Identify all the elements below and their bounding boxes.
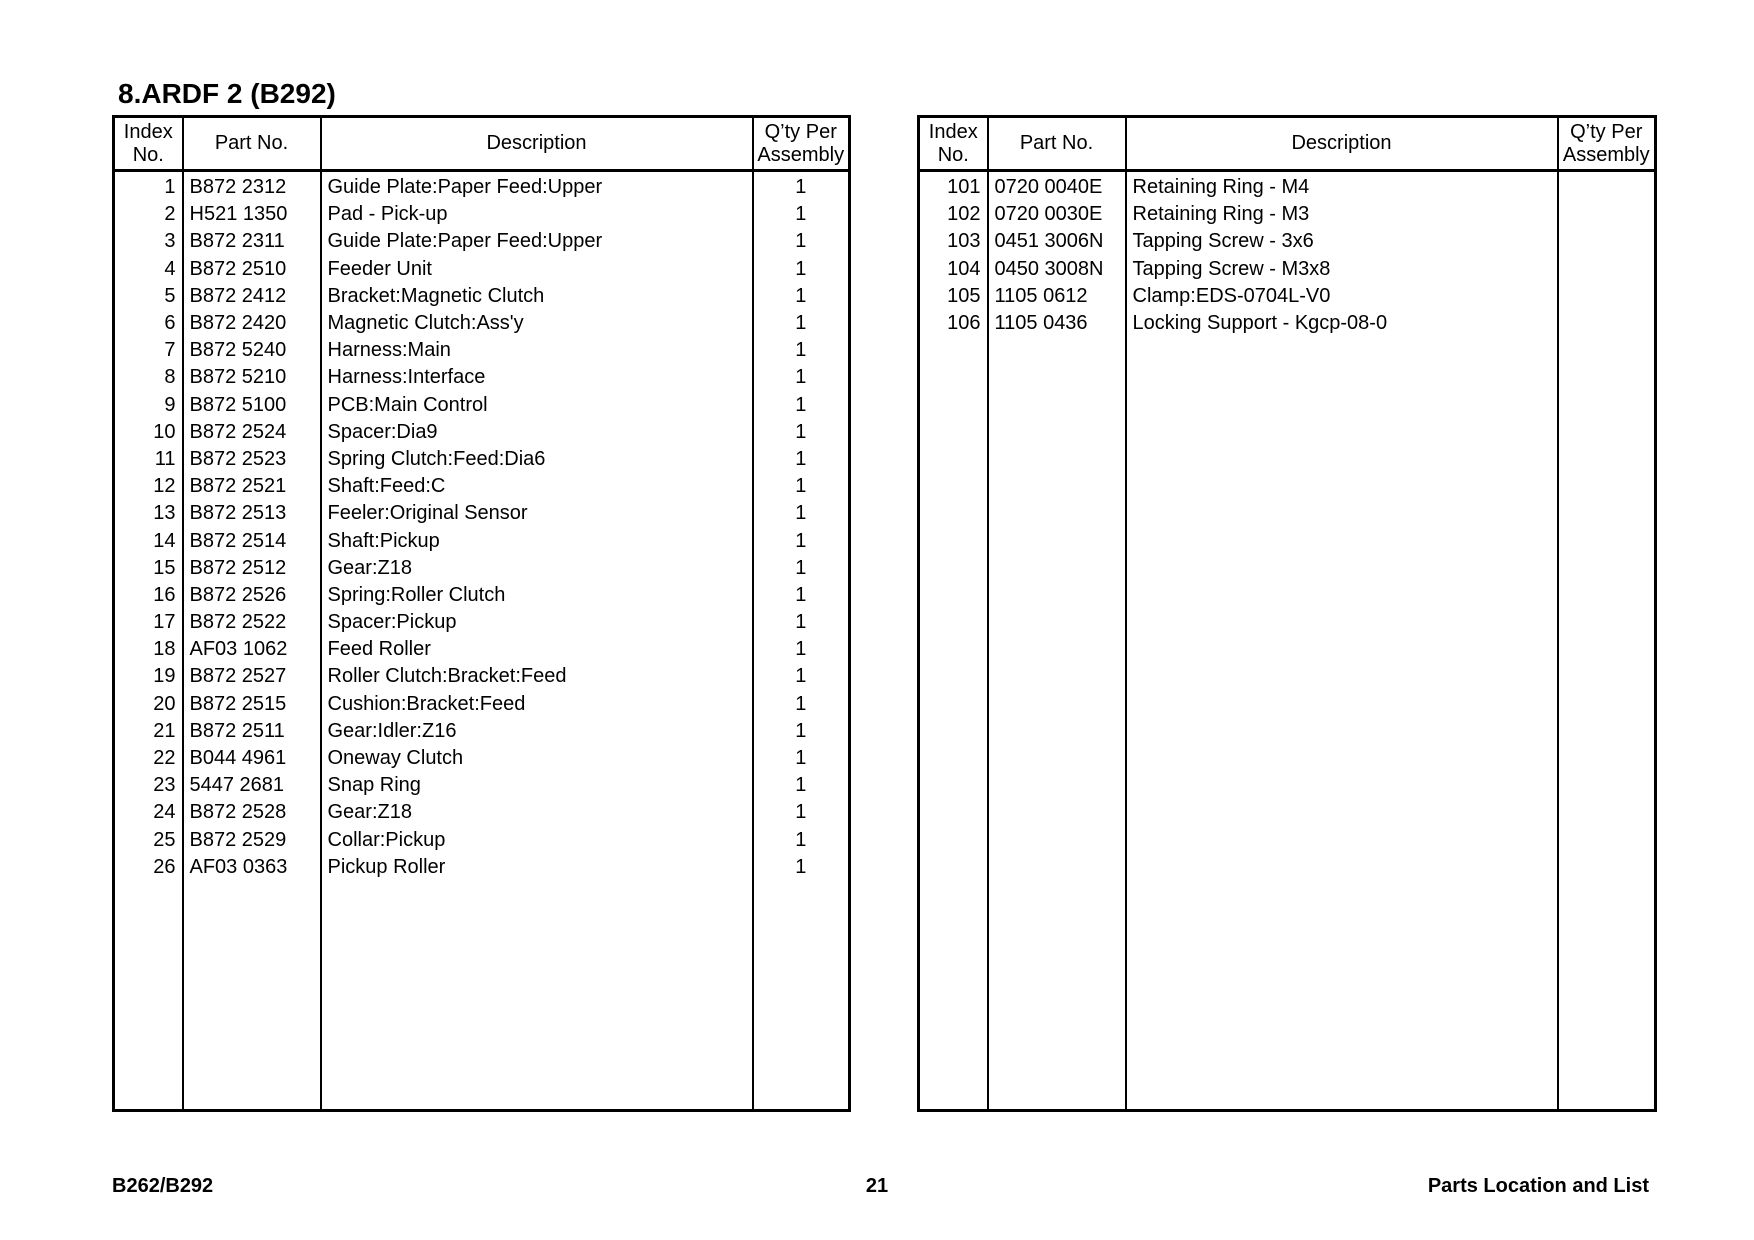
index-cell: 17 [114, 609, 183, 636]
index-header [919, 117, 988, 171]
part-no-cell [988, 555, 1126, 582]
index-cell [919, 392, 988, 419]
description-cell [1126, 500, 1558, 527]
part-no-cell [988, 718, 1126, 745]
part-no-cell: B872 2527 [183, 663, 321, 690]
part-no-cell: B872 2311 [183, 228, 321, 255]
part-no-cell: 5447 2681 [183, 772, 321, 799]
table-row [919, 609, 1656, 636]
index-cell [919, 609, 988, 636]
index-header-line2: No. [132, 143, 164, 166]
part-no-cell: B872 2524 [183, 419, 321, 446]
qty-cell [1558, 228, 1656, 255]
description-cell [1126, 827, 1558, 854]
part-no-cell: 1105 0436 [988, 310, 1126, 337]
qty-cell: 1 [753, 636, 850, 663]
index-cell [919, 555, 988, 582]
description-cell: Locking Support - Kgcp-08-0 [1126, 310, 1558, 337]
description-cell: Clamp:EDS-0704L-V0 [1126, 283, 1558, 310]
empty-cell [753, 881, 850, 1111]
description-cell: Magnetic Clutch:Ass'y [321, 310, 753, 337]
table-row [114, 337, 850, 364]
part-no-cell: B872 2526 [183, 582, 321, 609]
qty-cell [1558, 636, 1656, 663]
part-no-cell [988, 772, 1126, 799]
qty-cell [1558, 201, 1656, 228]
part-no-header: Part No. [988, 117, 1126, 171]
table-row [114, 636, 850, 663]
index-cell: 101 [919, 171, 988, 202]
description-cell: Oneway Clutch [321, 745, 753, 772]
qty-cell: 1 [753, 364, 850, 391]
table-row [114, 555, 850, 582]
table-row [114, 582, 850, 609]
index-cell [919, 527, 988, 554]
parts-table-right [917, 115, 1657, 1112]
table-row [919, 171, 1656, 202]
page-title: 8.ARDF 2 (B292) [118, 78, 336, 109]
index-cell: 20 [114, 691, 183, 718]
index-cell: 22 [114, 745, 183, 772]
table-row [919, 364, 1656, 391]
index-cell: 11 [114, 446, 183, 473]
qty-cell [1558, 171, 1656, 202]
description-cell [1126, 473, 1558, 500]
part-no-cell [988, 337, 1126, 364]
index-cell: 1 [114, 171, 183, 202]
qty-cell [1558, 609, 1656, 636]
description-cell: Gear:Idler:Z16 [321, 718, 753, 745]
part-no-cell [988, 609, 1126, 636]
index-cell: 4 [114, 256, 183, 283]
qty-cell [1558, 799, 1656, 826]
part-no-cell: B872 2529 [183, 827, 321, 854]
table-row [919, 310, 1656, 337]
part-no-cell [988, 799, 1126, 826]
table-header-row [919, 117, 1656, 171]
table-row [114, 745, 850, 772]
description-cell [1126, 446, 1558, 473]
table-row [919, 827, 1656, 854]
description-cell: Bracket:Magnetic Clutch [321, 283, 753, 310]
index-header-line1: Index [123, 120, 173, 143]
qty-cell: 1 [753, 527, 850, 554]
qty-cell [1558, 772, 1656, 799]
description-cell: Retaining Ring - M3 [1126, 201, 1558, 228]
description-cell [1126, 364, 1558, 391]
parts-table-left-body [114, 171, 850, 1111]
table-row [919, 228, 1656, 255]
table-row [919, 718, 1656, 745]
table-row [114, 663, 850, 690]
part-no-cell: 1105 0612 [988, 283, 1126, 310]
empty-cell [1558, 881, 1656, 1111]
table-row [114, 256, 850, 283]
empty-cell [988, 881, 1126, 1111]
description-cell: Shaft:Pickup [321, 527, 753, 554]
qty-cell: 1 [753, 446, 850, 473]
index-cell [919, 691, 988, 718]
part-no-header: Part No. [183, 117, 321, 171]
description-cell [1126, 772, 1558, 799]
part-no-cell: 0450 3008N [988, 256, 1126, 283]
description-cell: Shaft:Feed:C [321, 473, 753, 500]
table-row [114, 500, 850, 527]
table-row [114, 854, 850, 881]
description-cell: Gear:Z18 [321, 555, 753, 582]
description-cell: Spring Clutch:Feed:Dia6 [321, 446, 753, 473]
part-no-cell [988, 691, 1126, 718]
empty-cell [114, 881, 183, 1111]
part-no-cell: B872 5210 [183, 364, 321, 391]
part-no-cell: B872 2523 [183, 446, 321, 473]
description-cell: Feeder Unit [321, 256, 753, 283]
index-cell: 8 [114, 364, 183, 391]
table-row [114, 473, 850, 500]
qty-cell: 1 [753, 392, 850, 419]
index-cell: 2 [114, 201, 183, 228]
index-cell [919, 799, 988, 826]
table-row [114, 718, 850, 745]
table-row [114, 772, 850, 799]
index-cell: 16 [114, 582, 183, 609]
index-cell: 19 [114, 663, 183, 690]
part-no-cell: 0451 3006N [988, 228, 1126, 255]
qty-cell [1558, 827, 1656, 854]
part-no-cell: 0720 0030E [988, 201, 1126, 228]
index-cell: 5 [114, 283, 183, 310]
table-row [919, 745, 1656, 772]
qty-cell: 1 [753, 582, 850, 609]
part-no-cell [988, 854, 1126, 881]
qty-cell [1558, 691, 1656, 718]
qty-cell: 1 [753, 256, 850, 283]
description-cell: PCB:Main Control [321, 392, 753, 419]
index-cell [919, 854, 988, 881]
description-cell [1126, 718, 1558, 745]
description-cell: Guide Plate:Paper Feed:Upper [321, 228, 753, 255]
qty-header-line1: Q’ty Per [1570, 120, 1643, 143]
qty-cell: 1 [753, 799, 850, 826]
description-cell [1126, 337, 1558, 364]
part-no-cell [988, 392, 1126, 419]
qty-cell [1558, 582, 1656, 609]
table-row [919, 555, 1656, 582]
index-header [114, 117, 183, 171]
description-cell: Snap Ring [321, 772, 753, 799]
table-row [919, 419, 1656, 446]
index-cell: 23 [114, 772, 183, 799]
qty-cell [1558, 555, 1656, 582]
part-no-cell: 0720 0040E [988, 171, 1126, 202]
table-row [114, 364, 850, 391]
index-cell: 14 [114, 527, 183, 554]
qty-cell [1558, 392, 1656, 419]
index-cell: 105 [919, 283, 988, 310]
part-no-cell: B872 2528 [183, 799, 321, 826]
table-row [919, 663, 1656, 690]
index-cell [919, 446, 988, 473]
table-row [919, 473, 1656, 500]
part-no-cell: B044 4961 [183, 745, 321, 772]
table-row [114, 283, 850, 310]
part-no-cell: B872 2515 [183, 691, 321, 718]
index-cell: 106 [919, 310, 988, 337]
index-cell: 103 [919, 228, 988, 255]
qty-cell: 1 [753, 500, 850, 527]
description-cell [1126, 582, 1558, 609]
part-no-cell: AF03 0363 [183, 854, 321, 881]
table-row [919, 256, 1656, 283]
index-cell: 21 [114, 718, 183, 745]
table-row [919, 582, 1656, 609]
description-cell: Harness:Main [321, 337, 753, 364]
table-row [114, 827, 850, 854]
qty-cell [1558, 446, 1656, 473]
table-row [919, 283, 1656, 310]
index-cell [919, 745, 988, 772]
index-cell: 15 [114, 555, 183, 582]
description-cell: Retaining Ring - M4 [1126, 171, 1558, 202]
description-cell: Collar:Pickup [321, 827, 753, 854]
index-cell: 104 [919, 256, 988, 283]
index-cell [919, 419, 988, 446]
qty-cell: 1 [753, 337, 850, 364]
description-cell: Tapping Screw - 3x6 [1126, 228, 1558, 255]
qty-cell [1558, 663, 1656, 690]
qty-cell: 1 [753, 827, 850, 854]
qty-cell [1558, 473, 1656, 500]
index-cell: 3 [114, 228, 183, 255]
table-row [114, 228, 850, 255]
index-header-line1: Index [928, 120, 978, 143]
part-no-cell: B872 5240 [183, 337, 321, 364]
index-cell [919, 827, 988, 854]
part-no-cell: H521 1350 [183, 201, 321, 228]
description-cell [1126, 799, 1558, 826]
qty-cell [1558, 419, 1656, 446]
index-cell: 7 [114, 337, 183, 364]
qty-cell [1558, 283, 1656, 310]
qty-cell [1558, 310, 1656, 337]
qty-header-line2: Assembly [1562, 143, 1650, 166]
description-cell: Pickup Roller [321, 854, 753, 881]
qty-cell: 1 [753, 555, 850, 582]
qty-cell: 1 [753, 854, 850, 881]
description-header: Description [1126, 117, 1558, 171]
part-no-cell: B872 5100 [183, 392, 321, 419]
table-row [114, 171, 850, 202]
table-row [919, 337, 1656, 364]
qty-cell [1558, 256, 1656, 283]
part-no-cell [988, 500, 1126, 527]
table-row [919, 527, 1656, 554]
part-no-cell: B872 2522 [183, 609, 321, 636]
qty-cell: 1 [753, 283, 850, 310]
part-no-cell [988, 582, 1126, 609]
empty-cell [1126, 881, 1558, 1111]
description-cell: Spacer:Pickup [321, 609, 753, 636]
qty-cell [1558, 527, 1656, 554]
index-cell: 13 [114, 500, 183, 527]
description-cell [1126, 609, 1558, 636]
part-no-cell: B872 2521 [183, 473, 321, 500]
table-filler-row [919, 881, 1656, 1111]
table-row [919, 500, 1656, 527]
qty-cell: 1 [753, 718, 850, 745]
index-cell: 24 [114, 799, 183, 826]
table-row [114, 609, 850, 636]
description-header: Description [321, 117, 753, 171]
table-row [919, 691, 1656, 718]
qty-cell [1558, 854, 1656, 881]
index-cell: 6 [114, 310, 183, 337]
table-row [919, 854, 1656, 881]
description-cell: Feed Roller [321, 636, 753, 663]
part-no-cell: B872 2510 [183, 256, 321, 283]
qty-cell: 1 [753, 171, 850, 202]
description-cell: Cushion:Bracket:Feed [321, 691, 753, 718]
table-row [114, 799, 850, 826]
part-no-cell [988, 364, 1126, 391]
table-row [114, 392, 850, 419]
table-row [114, 527, 850, 554]
qty-cell [1558, 500, 1656, 527]
part-no-cell [988, 473, 1126, 500]
qty-header [1558, 117, 1656, 171]
part-no-cell: B872 2412 [183, 283, 321, 310]
index-cell [919, 473, 988, 500]
empty-cell [183, 881, 321, 1111]
qty-cell [1558, 745, 1656, 772]
part-no-cell [988, 527, 1126, 554]
table-header-row [114, 117, 850, 171]
qty-cell: 1 [753, 473, 850, 500]
index-cell: 12 [114, 473, 183, 500]
part-no-cell [988, 745, 1126, 772]
part-no-cell: B872 2514 [183, 527, 321, 554]
table-row [919, 799, 1656, 826]
qty-cell [1558, 337, 1656, 364]
part-no-cell [988, 446, 1126, 473]
part-no-cell: B872 2513 [183, 500, 321, 527]
description-cell [1126, 419, 1558, 446]
table-row [114, 201, 850, 228]
footer-page-number: 21 [865, 1175, 889, 1197]
description-cell: Roller Clutch:Bracket:Feed [321, 663, 753, 690]
qty-cell: 1 [753, 691, 850, 718]
part-no-cell: AF03 1062 [183, 636, 321, 663]
qty-cell: 1 [753, 663, 850, 690]
description-cell: Gear:Z18 [321, 799, 753, 826]
index-cell: 10 [114, 419, 183, 446]
description-cell: Guide Plate:Paper Feed:Upper [321, 171, 753, 202]
index-cell [919, 364, 988, 391]
description-cell: Spacer:Dia9 [321, 419, 753, 446]
description-cell: Tapping Screw - M3x8 [1126, 256, 1558, 283]
description-cell [1126, 636, 1558, 663]
description-cell [1126, 663, 1558, 690]
table-row [114, 419, 850, 446]
qty-cell: 1 [753, 772, 850, 799]
table-row [919, 772, 1656, 799]
empty-cell [919, 881, 988, 1111]
qty-cell: 1 [753, 310, 850, 337]
description-cell [1126, 555, 1558, 582]
table-row [919, 636, 1656, 663]
table-row [919, 446, 1656, 473]
parts-table-left [112, 115, 851, 1112]
qty-header [753, 117, 850, 171]
index-cell [919, 582, 988, 609]
table-row [919, 201, 1656, 228]
parts-table-right-body [919, 171, 1656, 1111]
index-cell: 9 [114, 392, 183, 419]
description-cell [1126, 691, 1558, 718]
index-cell: 26 [114, 854, 183, 881]
qty-cell: 1 [753, 609, 850, 636]
qty-header-line1: Q’ty Per [764, 120, 837, 143]
description-cell: Harness:Interface [321, 364, 753, 391]
index-cell [919, 718, 988, 745]
part-no-cell: B872 2511 [183, 718, 321, 745]
empty-cell [321, 881, 753, 1111]
table-row [919, 392, 1656, 419]
index-cell: 18 [114, 636, 183, 663]
description-cell [1126, 527, 1558, 554]
table-filler-row [114, 881, 850, 1111]
index-cell [919, 500, 988, 527]
table-row [114, 310, 850, 337]
index-header-line2: No. [937, 143, 969, 166]
description-cell: Spring:Roller Clutch [321, 582, 753, 609]
description-cell: Pad - Pick-up [321, 201, 753, 228]
description-cell: Feeler:Original Sensor [321, 500, 753, 527]
description-cell [1126, 854, 1558, 881]
part-no-cell: B872 2420 [183, 310, 321, 337]
index-cell: 102 [919, 201, 988, 228]
qty-cell: 1 [753, 228, 850, 255]
part-no-cell [988, 636, 1126, 663]
footer-model: B262/B292 [112, 1175, 214, 1197]
description-cell [1126, 745, 1558, 772]
description-cell [1126, 392, 1558, 419]
part-no-cell: B872 2512 [183, 555, 321, 582]
qty-header-line2: Assembly [757, 143, 845, 166]
qty-cell: 1 [753, 201, 850, 228]
index-cell [919, 636, 988, 663]
part-no-cell [988, 663, 1126, 690]
index-cell [919, 337, 988, 364]
qty-cell [1558, 718, 1656, 745]
footer-section: Parts Location and List [1427, 1175, 1649, 1197]
table-row [114, 691, 850, 718]
qty-cell: 1 [753, 419, 850, 446]
part-no-cell: B872 2312 [183, 171, 321, 202]
index-cell [919, 663, 988, 690]
part-no-cell [988, 827, 1126, 854]
qty-cell: 1 [753, 745, 850, 772]
part-no-cell [988, 419, 1126, 446]
table-row [114, 446, 850, 473]
qty-cell [1558, 364, 1656, 391]
index-cell: 25 [114, 827, 183, 854]
index-cell [919, 772, 988, 799]
